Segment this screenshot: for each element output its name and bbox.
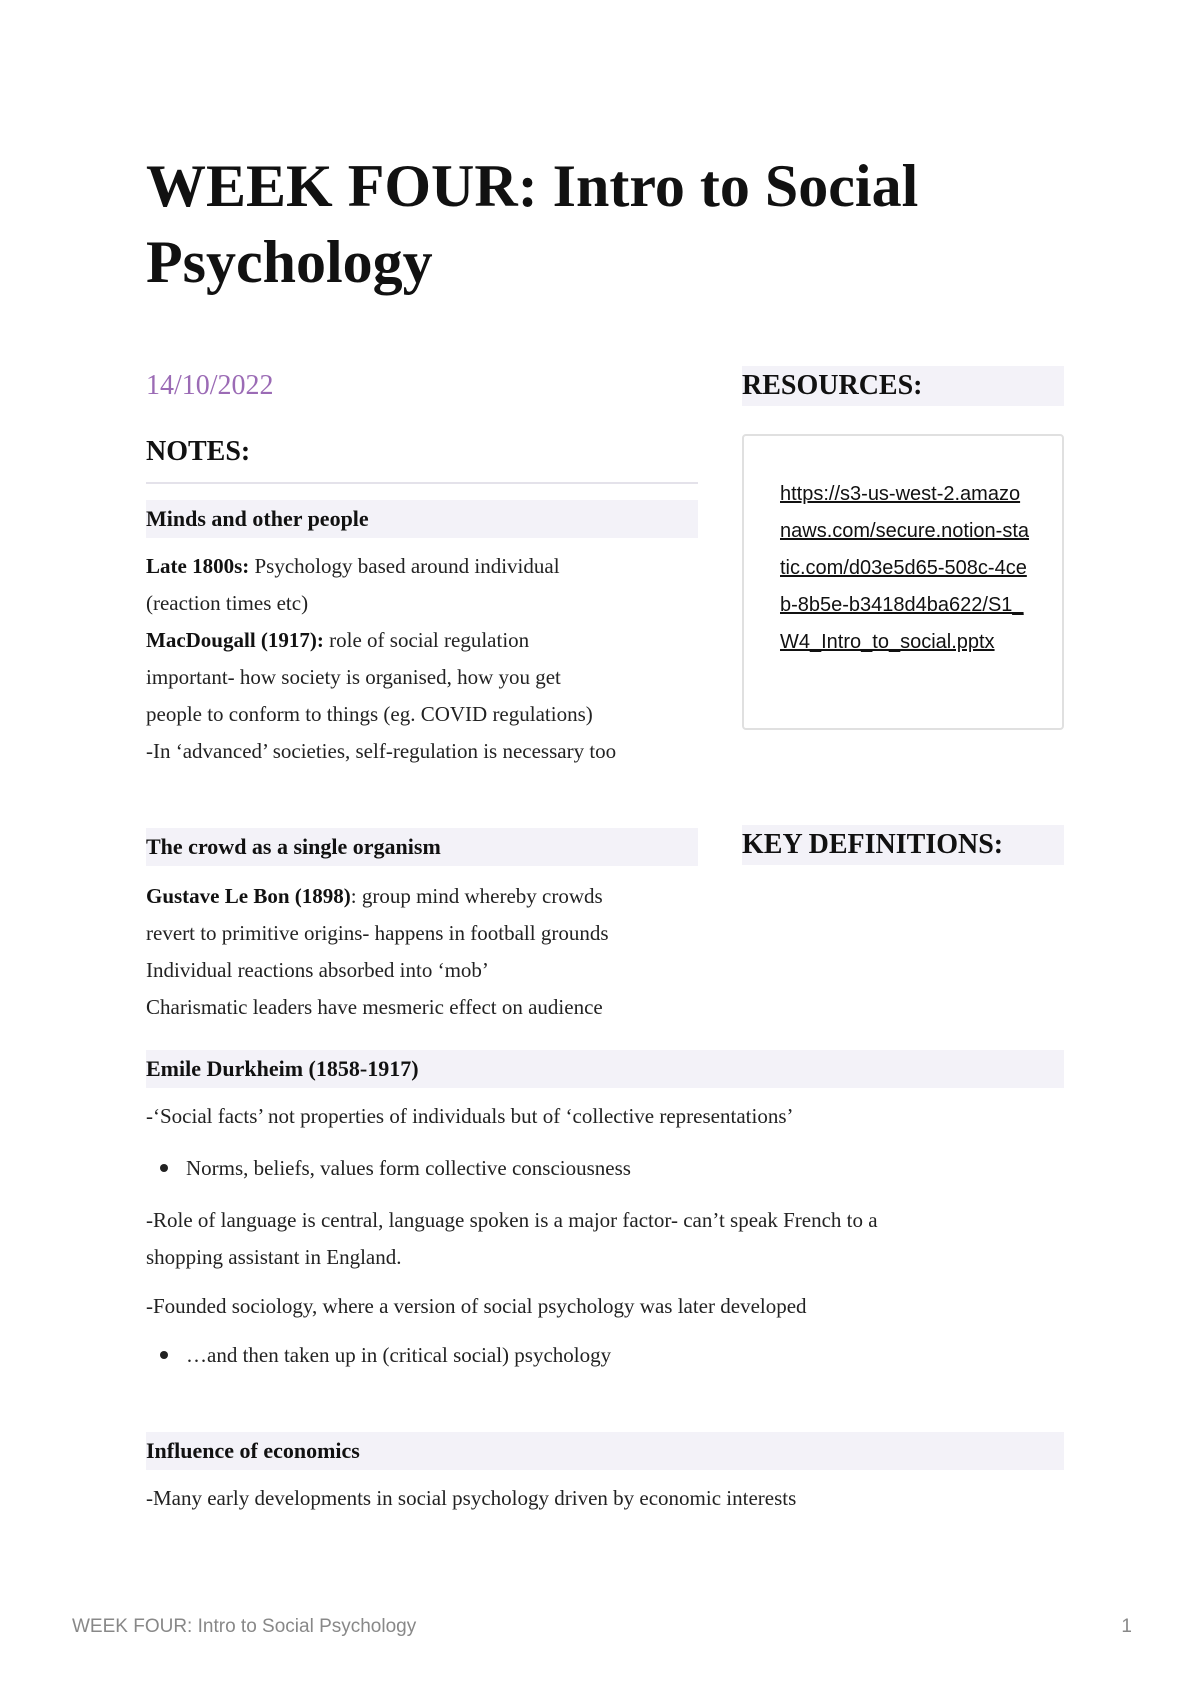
section-body-crowd	[146, 878, 706, 1026]
paragraph: -Many early developments in social psychology driven by economic interests	[146, 1486, 797, 1510]
section-heading-crowd: The crowd as a single organism	[146, 828, 698, 866]
resource-link-box	[742, 434, 1064, 730]
page-number: 1	[1121, 1616, 1132, 1637]
text-line: Late 1800s: Psychology based around individual	[146, 554, 560, 578]
notes-heading: NOTES:	[146, 436, 251, 467]
text-line: (reaction times etc)	[146, 591, 309, 615]
bullet-icon	[160, 1351, 168, 1359]
text-line: people to conform to things (eg. COVID regulations)	[146, 702, 593, 726]
paragraph: shopping assistant in England.	[146, 1245, 402, 1269]
notes-divider	[146, 482, 698, 484]
page-title: WEEK FOUR: Intro to Social Psychology	[146, 153, 919, 295]
text-line: Individual reactions absorbed into ‘mob’	[146, 958, 489, 982]
resources-heading: RESOURCES:	[742, 366, 1064, 406]
bullet-icon	[160, 1164, 168, 1172]
text-line: -In ‘advanced’ societies, self-regulation is necessary too	[146, 739, 617, 763]
text-line: MacDougall (1917): role of social regulation	[146, 628, 530, 652]
resource-link[interactable]: https://s3-us-west-2.amazonaws.com/secure.notion-static.com/d03e5d65-508c-4ceb-8b5e-b3418d4ba622/S1_W4_Intro_to_social.pptx	[780, 483, 1030, 653]
bullet-item: Norms, beliefs, values form collective consciousness	[160, 1150, 631, 1187]
paragraph: -‘Social facts’ not properties of individuals but of ‘collective representations’	[146, 1104, 794, 1128]
footer-title: WEEK FOUR: Intro to Social Psychology	[72, 1616, 417, 1637]
date-label: 14/10/2022	[146, 370, 274, 401]
paragraph: -Role of language is central, language spoken is a major factor- can’t speak French to a	[146, 1208, 878, 1232]
text-line: revert to primitive origins- happens in football grounds	[146, 921, 609, 945]
section-heading-minds: Minds and other people	[146, 500, 698, 538]
text-line: Gustave Le Bon (1898): group mind whereby crowds	[146, 884, 603, 908]
text-line: important- how society is organised, how you get	[146, 665, 561, 689]
key-definitions-heading: KEY DEFINITIONS:	[742, 825, 1064, 865]
section-heading-economics: Influence of economics	[146, 1432, 1064, 1470]
paragraph: -Founded sociology, where a version of social psychology was later developed	[146, 1294, 807, 1318]
text-line: Charismatic leaders have mesmeric effect on audience	[146, 995, 603, 1019]
section-body-minds	[146, 548, 706, 770]
section-heading-durkheim: Emile Durkheim (1858-1917)	[146, 1050, 1064, 1088]
bullet-item: …and then taken up in (critical social) psychology	[160, 1337, 611, 1374]
